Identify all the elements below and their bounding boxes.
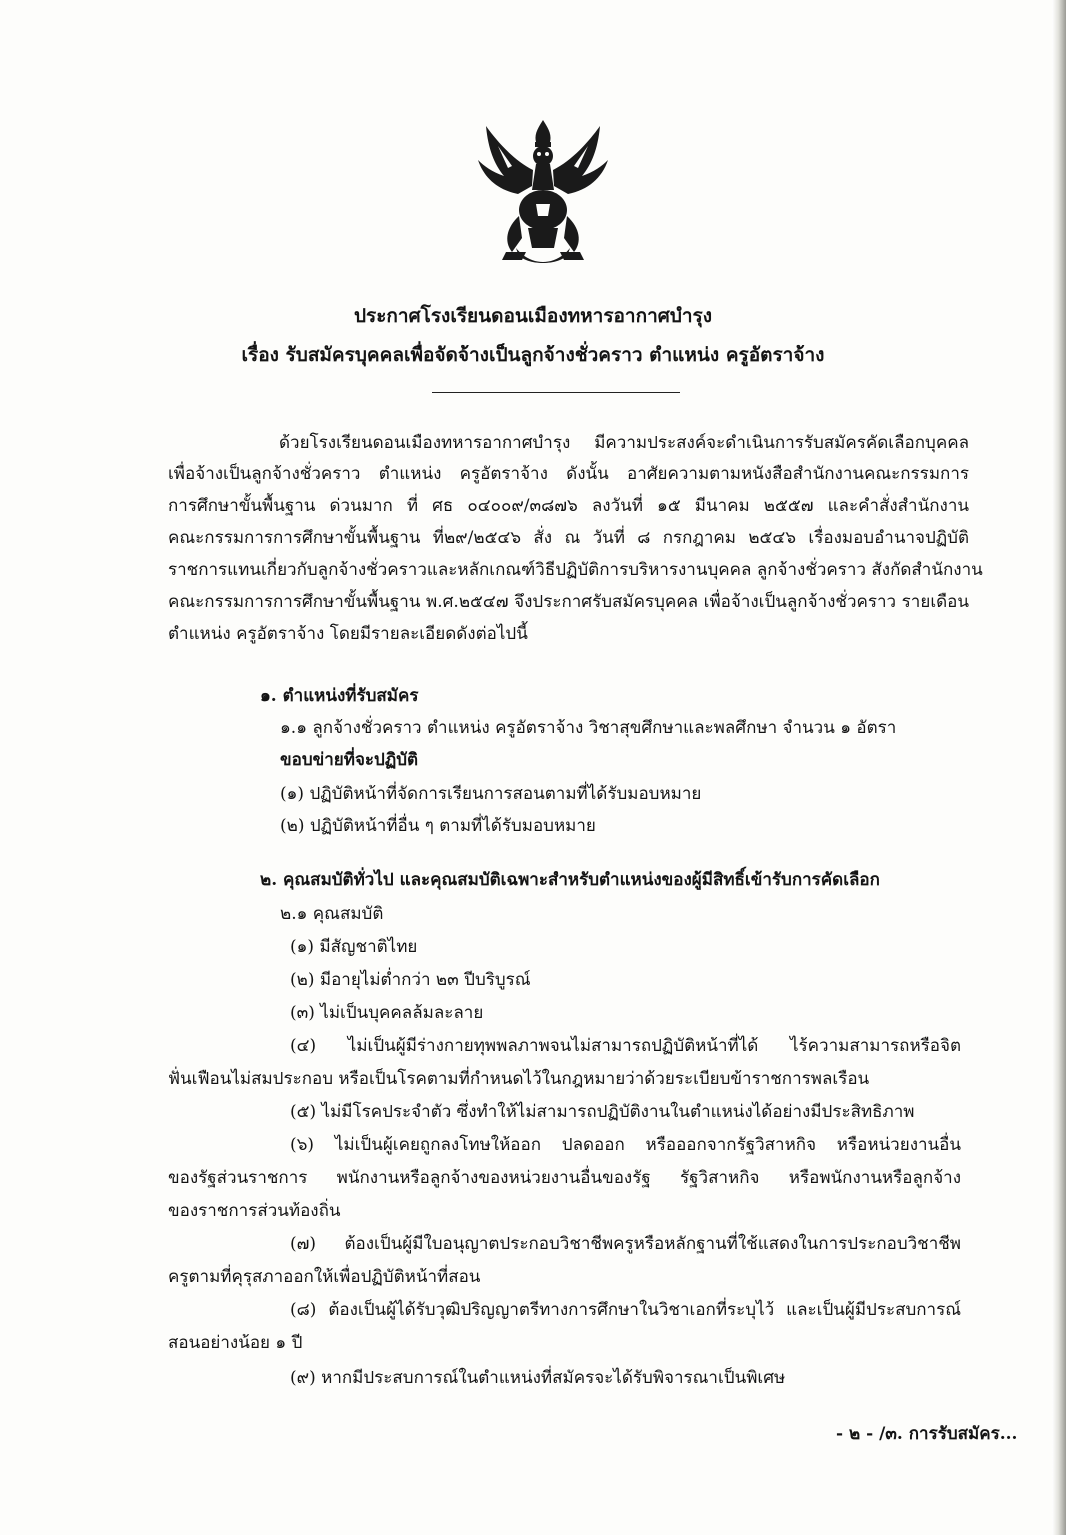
intro-line: ตำแหน่ง ครูอัตราจ้าง โดยมีรายละเอียดดังต่อไปนี้: [168, 624, 528, 644]
qualification-item-cont: ของราชการส่วนท้องถิ่น: [168, 1201, 341, 1221]
qualification-item: (๖) ไม่เป็นผู้เคยถูกลงโทษให้ออก ปลดออก หรือออกจากรัฐวิสาหกิจ หรือหน่วยงานอื่น: [290, 1135, 961, 1155]
intro-line: การศึกษาขั้นพื้นฐาน ด่วนมาก ที่ ศธ ๐๔๐๐๙/๓๘๗๖ ลงวันที่ ๑๕ มีนาคม ๒๕๕๗ และคำสั่งสำนักงาน: [168, 496, 969, 516]
qualification-item: (๘) ต้องเป็นผู้ได้รับวุฒิปริญญาตรีทางการศึกษาในวิชาเอกที่ระบุไว้ และเป็นผู้มีประสบการณ์: [290, 1300, 961, 1320]
page-continuation-marker: - ๒ - /๓. การรับสมัคร...: [836, 1424, 1018, 1444]
duty-item: (๒) ปฏิบัติหน้าที่อื่น ๆ ตามที่ได้รับมอบหมาย: [280, 816, 596, 836]
intro-line: คณะกรรมการการศึกษาขั้นพื้นฐาน พ.ศ.๒๕๔๗ จึงประกาศรับสมัครบุคคล เพื่อจ้างเป็นลูกจ้างชั่วคราว รายเดือน: [168, 592, 969, 612]
qualification-item: (๙) หากมีประสบการณ์ในตำแหน่งที่สมัครจะได้รับพิจารณาเป็นพิเศษ: [290, 1368, 786, 1388]
scope-heading: ขอบข่ายที่จะปฏิบัติ: [280, 750, 419, 770]
section2-sub: ๒.๑ คุณสมบัติ: [280, 904, 384, 924]
announcement-title: ประกาศโรงเรียนดอนเมืองทหารอากาศบำรุง: [353, 305, 713, 327]
section2-heading: ๒. คุณสมบัติทั่วไป และคุณสมบัติเฉพาะสำหรับตำแหน่งของผู้มีสิทธิ์เข้ารับการคัดเลือก: [260, 870, 880, 890]
title-divider: [432, 392, 680, 393]
qualification-item-cont: ฟั่นเฟือนไม่สมประกอบ หรือเป็นโรคตามที่กำหนดไว้ในกฎหมายว่าด้วยระเบียบข้าราชการพลเรือน: [168, 1069, 870, 1089]
intro-line: เพื่อจ้างเป็นลูกจ้างชั่วคราว ตำแหน่ง ครูอัตราจ้าง ดังนั้น อาศัยความตามหนังสือสำนักงานคณะกรรมการ: [168, 464, 969, 484]
intro-line: คณะกรรมการการศึกษาขั้นพื้นฐาน ที่๒๙/๒๕๔๖ สั่ง ณ วันที่ ๘ กรกฎาคม ๒๕๔๖ เรื่องมอบอำนาจปฏิบัติ: [168, 528, 969, 548]
intro-line: ราชการแทนเกี่ยวกับลูกจ้างชั่วคราวและหลักเกณฑ์วิธีปฏิบัติการบริหารงานบุคคล ลูกจ้างชั่วคราว สังกัดสำนักงาน: [168, 560, 983, 580]
section1-item: ๑.๑ ลูกจ้างชั่วคราว ตำแหน่ง ครูอัตราจ้าง วิชาสุขศึกษาและพลศึกษา จำนวน ๑ อัตรา: [280, 718, 897, 738]
subject-title: เรื่อง รับสมัครบุคคลเพื่อจัดจ้างเป็นลูกจ้างชั่วคราว ตำแหน่ง ครูอัตราจ้าง: [241, 344, 825, 366]
qualification-item-cont: ของรัฐส่วนราชการ พนักงานหรือลูกจ้างของหน่วยงานอื่นของรัฐ รัฐวิสาหกิจ หรือพนักงานหรือลูกจ้าง: [168, 1168, 961, 1188]
qualification-item-cont: ครูตามที่คุรุสภาออกให้เพื่อปฏิบัติหน้าที่สอน: [168, 1267, 481, 1287]
intro-line: ด้วยโรงเรียนดอนเมืองทหารอากาศบำรุง มีความประสงค์จะดำเนินการรับสมัครคัดเลือกบุคคล: [279, 433, 969, 453]
qualification-item: (๓) ไม่เป็นบุคคลล้มละลาย: [290, 1003, 484, 1023]
qualification-item: (๔) ไม่เป็นผู้มีร่างกายทุพพลภาพจนไม่สามารถปฏิบัติหน้าที่ได้ ไร้ความสามารถหรือจิต: [290, 1036, 961, 1056]
qualification-item: (๒) มีอายุไม่ต่ำกว่า ๒๓ ปีบริบูรณ์: [290, 970, 531, 990]
garuda-emblem-icon: [478, 120, 608, 270]
section1-heading: ๑. ตำแหน่งที่รับสมัคร: [260, 686, 419, 706]
qualification-item: (๕) ไม่มีโรคประจำตัว ซึ่งทำให้ไม่สามารถปฏิบัติงานในตำแหน่งได้อย่างมีประสิทธิภาพ: [290, 1102, 915, 1122]
page-edge-shadow: [1052, 0, 1066, 1535]
duty-item: (๑) ปฏิบัติหน้าที่จัดการเรียนการสอนตามที่ได้รับมอบหมาย: [280, 784, 702, 804]
qualification-item-cont: สอนอย่างน้อย ๑ ปี: [168, 1333, 303, 1353]
qualification-item: (๑) มีสัญชาติไทย: [290, 937, 418, 957]
qualification-item: (๗) ต้องเป็นผู้มีใบอนุญาตประกอบวิชาชีพครูหรือหลักฐานที่ใช้แสดงในการประกอบวิชาชีพ: [290, 1234, 961, 1254]
